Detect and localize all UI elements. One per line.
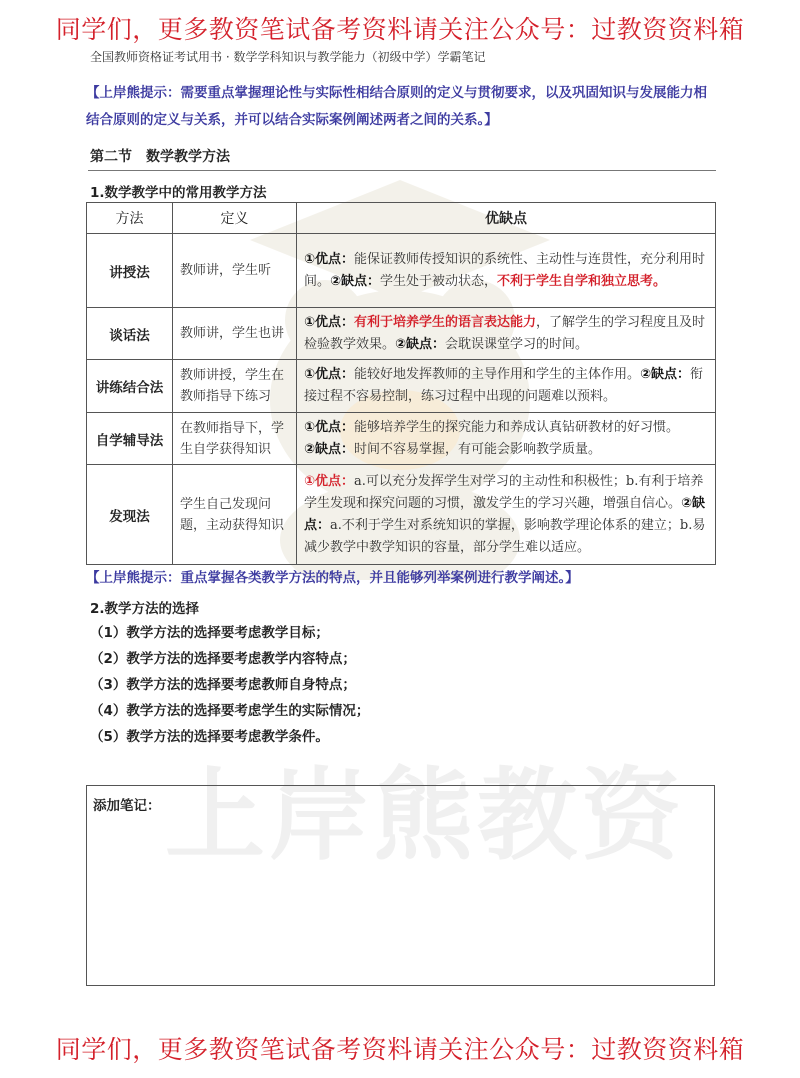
method-name: 讲练结合法: [87, 360, 173, 413]
table-row: [87, 360, 716, 413]
table-row: [87, 465, 716, 565]
subheading-selection: 2.教学方法的选择: [90, 601, 200, 617]
pros-label: ①优点：: [304, 314, 355, 330]
pros-text: 能保证教师传授知识的系统性、主动性与连贯性，充分利用时间。: [304, 251, 706, 289]
tip-box-1: 【上岸熊提示：需要重点掌握理论性与实际性相结合原则的定义与贯彻要求，以及巩固知识与发展能力相结合原则的定义与关系，并可以结合实际案例阐述两者之间的关系。】: [86, 85, 707, 128]
cons-text: 学生处于被动状态，: [380, 273, 498, 289]
notes-box[interactable]: [86, 785, 715, 986]
top-banner: 同学们，更多教资笔试备考资料请关注公众号：过教资资料箱: [55, 15, 745, 44]
watermark-text: 上岸熊教资: [165, 757, 685, 874]
cons-text: 会耽误课堂学习的时间。: [445, 336, 589, 352]
list-item: （5）教学方法的选择要考虑教学条件。: [90, 729, 329, 745]
pros-text: ，了解学生的学习程度且及时检验教学效果。: [304, 314, 706, 352]
pros-label: ①优点：: [304, 419, 355, 435]
method-definition: 教师讲，学生听: [173, 234, 297, 308]
pros-text: 能够培养学生的探究能力和养成认真钻研教材的好习惯。: [354, 419, 680, 435]
pros-cons-cell: [297, 413, 716, 465]
list-item: （4）教学方法的选择要考虑学生的实际情况；: [90, 703, 370, 719]
header-method: 方法: [87, 203, 173, 234]
pros-text: a.可以充分发挥学生对学习的主动性和积极性；b.有利于培养学生发现和探究问题的习惯，激发学生的学习兴趣，增强自信心。: [304, 473, 704, 511]
list-item: （3）教学方法的选择要考虑教师自身特点；: [90, 677, 356, 693]
running-head: 全国教师资格证考试用书 · 数学学科知识与教学能力（初级中学）学霸笔记: [90, 50, 486, 64]
selection-list: [90, 620, 369, 750]
cons-label: ②缺点：: [330, 273, 381, 289]
cons-label: ②缺点：: [395, 336, 446, 352]
pros-cons-cell: [297, 234, 716, 308]
cons-highlight: 不利于学生自学和独立思考。: [497, 273, 667, 289]
pros-cons-cell: [297, 465, 716, 565]
section-divider: [88, 170, 716, 171]
method-name: 讲授法: [87, 234, 173, 308]
subheading-methods: 1.数学教学中的常用教学方法: [90, 185, 267, 201]
cons-text: 衔接过程不容易控制，练习过程中出现的问题难以预料。: [304, 367, 704, 404]
pros-highlight: 有利于培养学生的语言表达能力: [354, 314, 537, 330]
method-name: 谈话法: [87, 308, 173, 360]
table-row: [87, 413, 716, 465]
method-name: 发现法: [87, 465, 173, 565]
table-row: [87, 234, 716, 308]
cons-label: ②缺点：: [304, 495, 706, 533]
cons-label: ②缺点：: [304, 441, 355, 457]
tip-box-2: 【上岸熊提示：重点掌握各类教学方法的特点，并且能够列举案例进行教学阐述。】: [86, 570, 579, 586]
section-title: 第二节 数学教学方法: [90, 149, 230, 165]
pros-label: ①优点：: [304, 473, 355, 489]
method-name: 自学辅导法: [87, 413, 173, 465]
method-definition: 学生自己发现问题，主动获得知识: [173, 465, 297, 565]
list-item: （2）教学方法的选择要考虑教学内容特点；: [90, 651, 356, 667]
pros-text: 能较好地发挥教师的主导作用和学生的主体作用。: [354, 367, 641, 382]
notes-label: 添加笔记：: [93, 798, 161, 814]
bottom-banner: 同学们，更多教资笔试备考资料请关注公众号：过教资资料箱: [55, 1035, 745, 1064]
table-header-row: [87, 203, 716, 234]
methods-table: [86, 202, 716, 565]
pros-cons-cell: [297, 360, 716, 413]
header-definition: 定义: [173, 203, 297, 234]
list-item: （1）教学方法的选择要考虑教学目标；: [90, 625, 329, 641]
method-definition: 教师讲，学生也讲: [173, 308, 297, 360]
method-definition: 教师讲授，学生在教师指导下练习: [173, 360, 297, 413]
pros-label: ①优点：: [304, 251, 355, 267]
method-definition: 在教师指导下，学生自学获得知识: [173, 413, 297, 465]
cons-label: ②缺点：: [640, 367, 691, 382]
pros-cons-cell: [297, 308, 716, 360]
pros-label: ①优点：: [304, 367, 355, 382]
cons-text: 时间不容易掌握，有可能会影响教学质量。: [354, 441, 602, 457]
table-row: [87, 308, 716, 360]
cons-text: a.不利于学生对系统知识的掌握，影响教学理论体系的建立；b.易减少教学中教学知识的容量，部分学生难以适应。: [304, 517, 706, 555]
header-pros-cons: 优缺点: [297, 203, 716, 234]
